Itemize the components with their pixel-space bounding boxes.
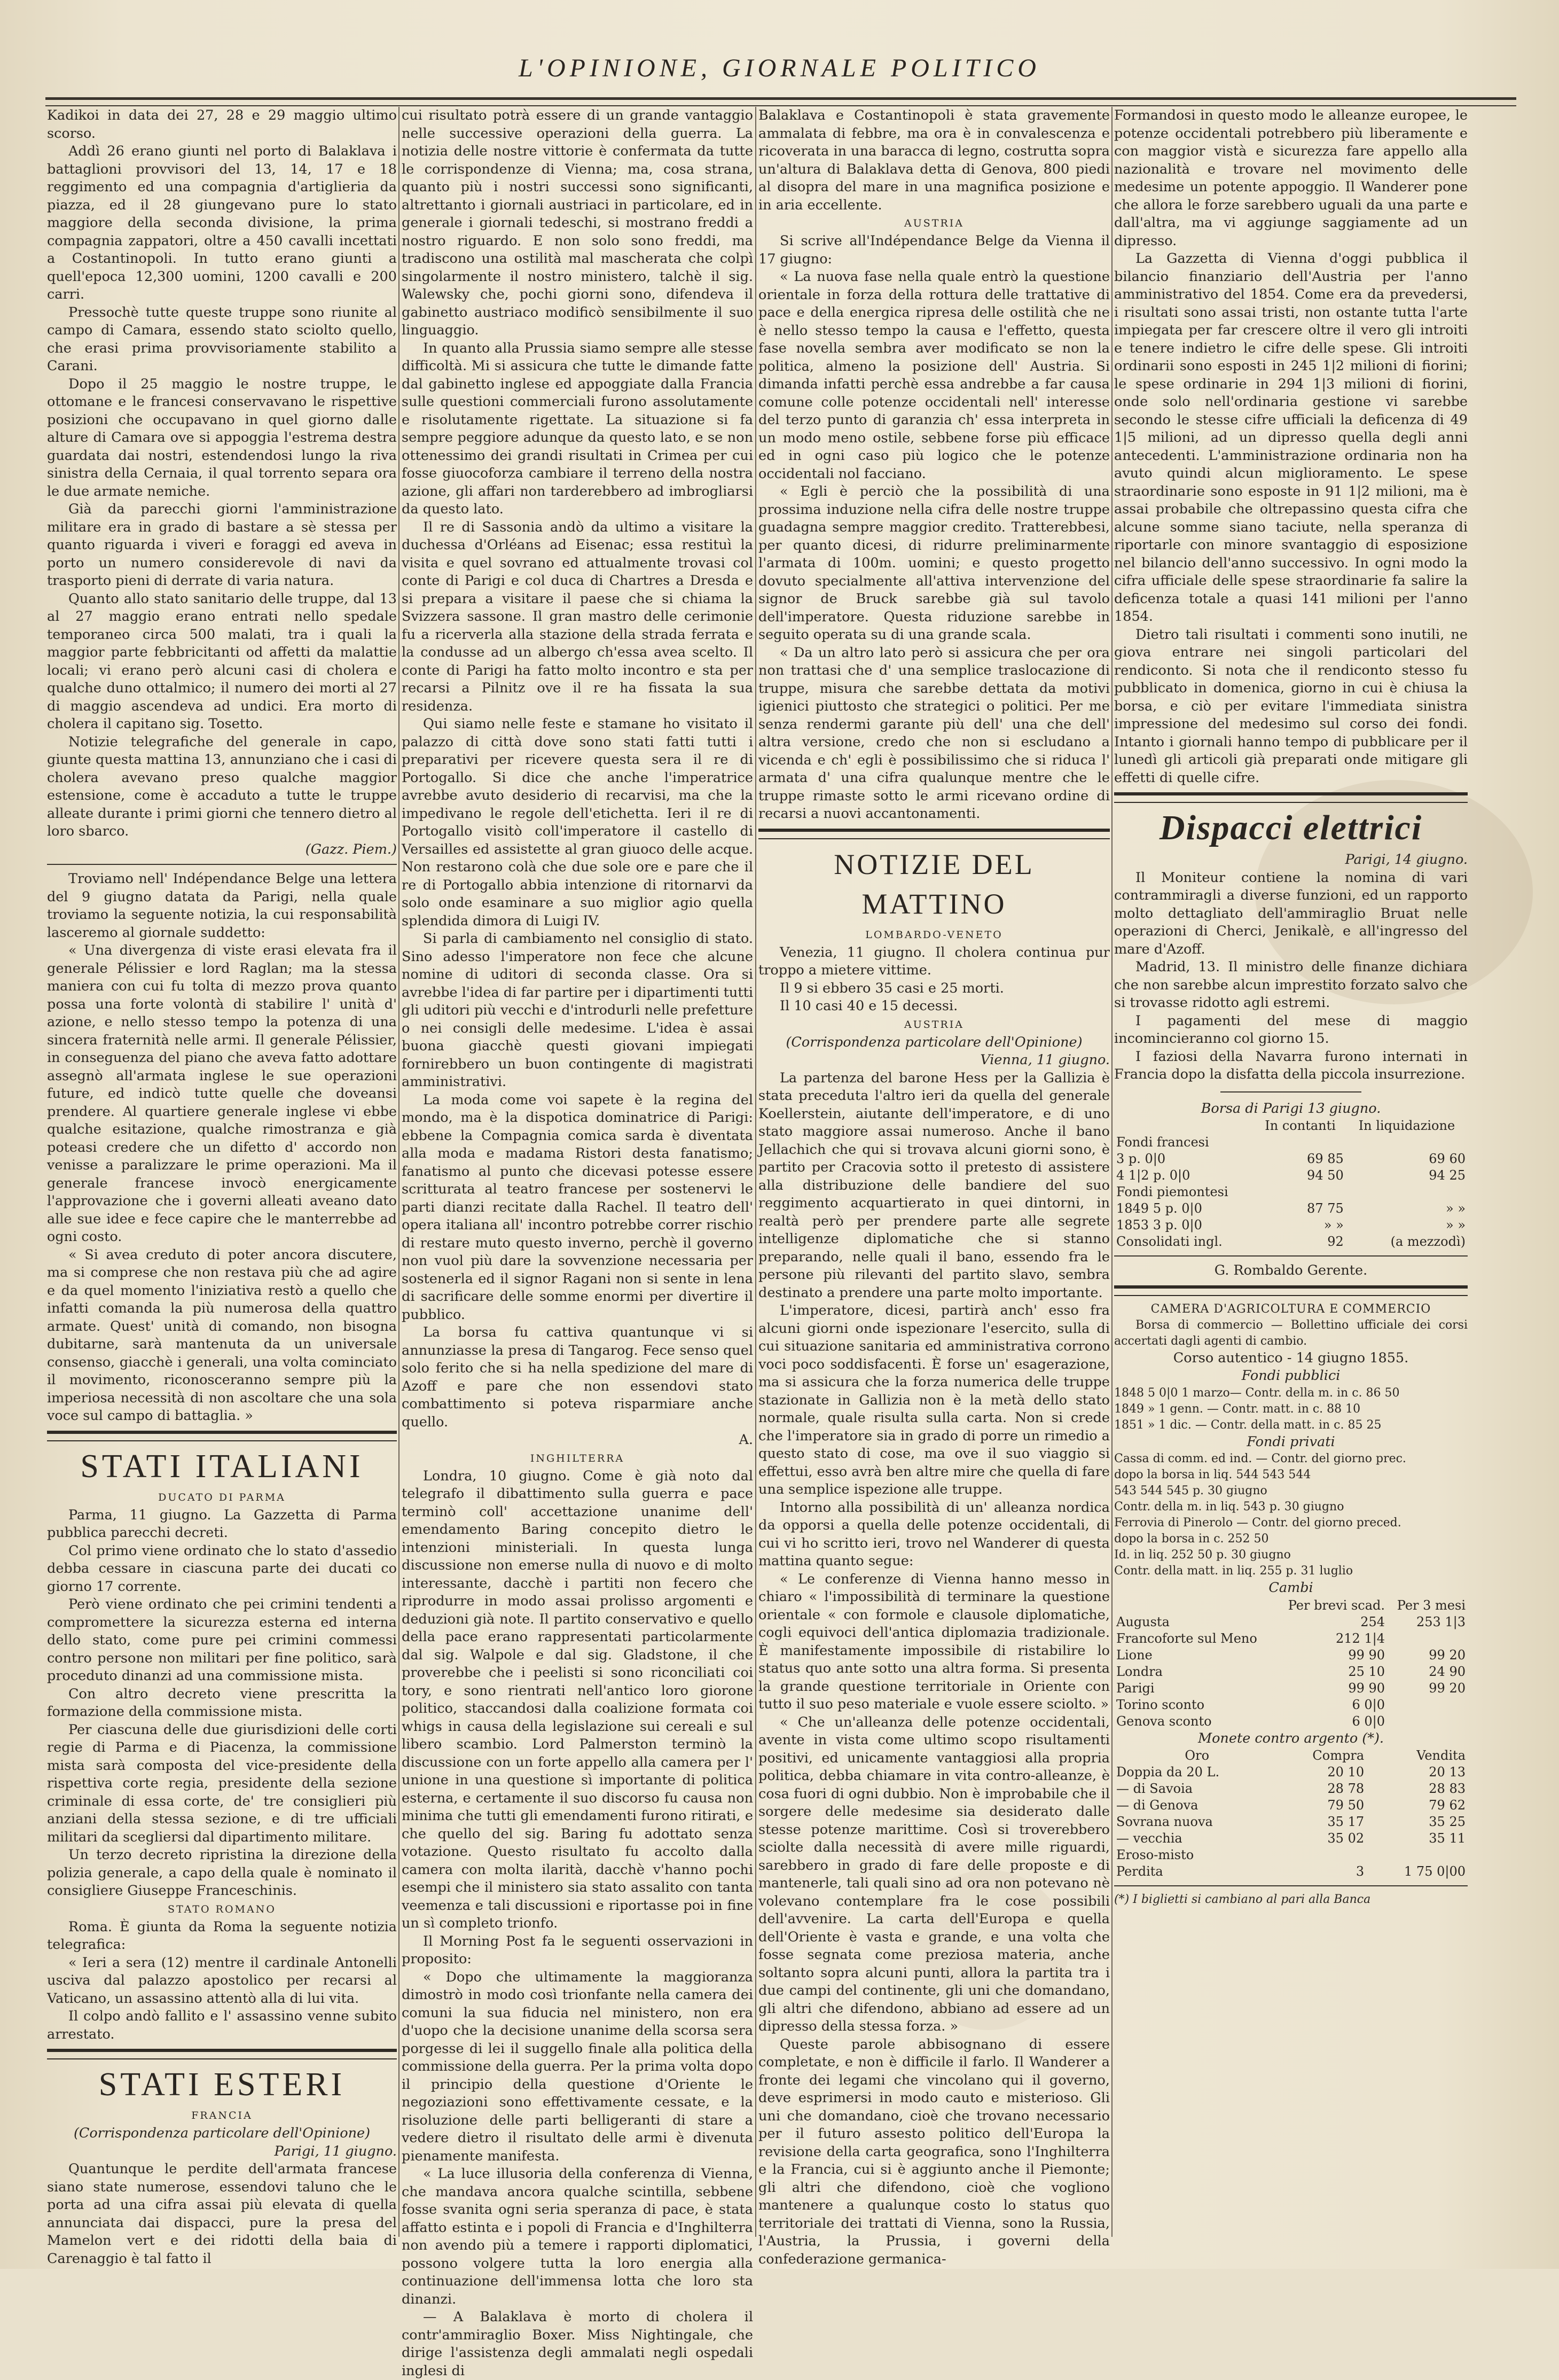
table-cell: 24 90: [1429, 1664, 1466, 1679]
table-cell: (a mezzodì): [1390, 1234, 1466, 1249]
table-cell: [1255, 1134, 1346, 1151]
column-4: [1114, 107, 1468, 2237]
table-cell: Perdita: [1116, 1864, 1163, 1879]
table-cell: Parigi: [1116, 1680, 1155, 1696]
table-row: [1114, 1184, 1468, 1200]
table-cell: Londra: [1116, 1664, 1163, 1679]
section-rule: [47, 2049, 397, 2059]
table-cell: » »: [1323, 1218, 1344, 1232]
table-row: [1114, 1217, 1468, 1234]
article-paragraph: Notizie telegrafiche del generale in capo, giunte questa mattina 13, annunziano che i casi di cholera avevano preso qualche maggior estensione, come è accaduto a tutte le truppe alleate durante i primi giorni che tennero dietro al loro sbarco.: [47, 733, 397, 839]
table-cell: Lione: [1116, 1647, 1153, 1663]
list-item: 543 544 545 p. 30 giugno: [1114, 1484, 1267, 1497]
table-cell: 1 75 0|00: [1404, 1864, 1466, 1879]
table-header: In liquidazione: [1358, 1118, 1455, 1133]
subsection-heading: STATO ROMANO: [168, 1903, 276, 1915]
table-row: [1114, 1134, 1468, 1151]
table-cell: 99 20: [1429, 1680, 1466, 1696]
divider: [47, 864, 397, 865]
article-paragraph: La Gazzetta di Vienna d'oggi pubblica il bilancio finanziario dell'Austria per l'anno amministrativo del 1854. Come era da prevedersi, i risultati sono assai tristi, non ostante tutta l'arte impiegata per far crescere oltre il vero gli introiti e tenere indietro le cifre delle spese. Gli introiti ordinarii sono esposti in 245 1|2 milioni di fiorini; le spese ordinarie in 294 1|3 milioni di fiorini, onde solo nell'ordinaria gestione vi sarebbe secondo le stesse cifre ufficiali la deficenza di 49 1|5 milioni, ad un dipresso quella degli anni antecedenti. L'amministrazione ordinaria non ha avuto quindi alcun miglioramento. Le spese straordinarie sono esposte in 91 1|2 milioni, ma è assai probabile che oltrepassino questa cifra che alcune somme siano taciute, nella speranza di riportarle con minore svantaggio di esposizione nel bilancio dell'anno successivo. In ogni modo la cifra ufficiale delle spese straordinarie fa salire la deficenza totale a quasi 141 milioni per l'anno 1854.: [1114, 251, 1468, 625]
table-cell: 94 25: [1429, 1168, 1466, 1183]
section-rule: [1114, 792, 1468, 803]
column-rule: [1111, 107, 1113, 2237]
table-cell: 94 50: [1307, 1168, 1344, 1183]
list-item: Ferrovia di Pinerolo — Contr. del giorno preced.: [1114, 1516, 1401, 1530]
article-paragraph: In quanto alla Prussia siamo sempre alle stesse difficoltà. Mi si assicura che tutte le dimande fatte dal gabinetto inglese ed appoggiate dalla Francia sulle questioni commerciali furono assolutamente e risolutamente rigettate. La situazione si fa sempre peggiore adunque da questo lato, e se non ottenessimo dei grandi risultati in Crimea per cui fosse giuocoforza cambiare il terreno della nostra azione, gli affari non tarderebbero ad imbrogliarsi da questo lato.: [402, 340, 753, 517]
table-header-row: [1114, 1118, 1468, 1134]
table-cell: Sovrana nuova: [1116, 1814, 1213, 1829]
article-paragraph: Addì 26 erano giunti nel porto di Balaklava i battaglioni provvisori del 13, 14, 17 e 18 reggimento ed una compagnia d'artiglieria da piazza, ed il 28 giungevano pure lo stato maggiore della seconda divisione, la prima compagnia zappatori, oltre a 450 cavalli incettati a Costantinopoli. In tutto erano giunti a quell'epoca 12,300 uomini, 1200 cavalli e 200 carri.: [47, 143, 397, 302]
masthead-title: L'OPINIONE, GIORNALE POLITICO: [519, 54, 1040, 82]
article-paragraph: Il colpo andò fallito e l' assassino venne subito arrestato.: [47, 2008, 397, 2042]
footnote: (*) I biglietti si cambiano al pari alla Banca: [1114, 1893, 1371, 1906]
table-row: [1114, 1797, 1468, 1814]
table-section-heading: Monete contro argento (*).: [1197, 1730, 1384, 1746]
table-row: [1114, 1680, 1468, 1697]
article-paragraph: Roma. È giunta da Roma la seguente notizia telegrafica:: [47, 1918, 397, 1953]
table-cell: Eroso-misto: [1116, 1847, 1194, 1862]
article-paragraph: Il 9 si ebbero 35 casi e 25 morti.: [780, 980, 1004, 996]
table-cell: 87 75: [1307, 1201, 1344, 1216]
table-row: [1114, 1647, 1468, 1664]
article-paragraph: — A Balaklava è morto di cholera il contr'ammiraglio Boxer. Miss Nightingale, che dirige l'assistenza degli ammalati negli ospedali inglesi di: [402, 2309, 753, 2379]
article-paragraph: « La nuova fase nella quale entrò la questione orientale in forza della rottura delle trattative di pace e della energica ripresa delle ostilità che ne è nello stesso tempo la causa e l'effetto, questa fase novella sembra aver modificato se non la politica, almeno la posizione dell' Austria. Si dimanda infatti perchè essa andrebbe a far causa comune colle potenze occidentali nell' interesse del terzo punto di garanzia ch' essa interpreta in un modo meno ostile, sebbene forse più efficace ed in ogni caso più logico che le potenze occidentali nol facciano.: [758, 269, 1110, 482]
list-item: 1849 » 1 genn. — Contr. matt. in c. 88 10: [1114, 1402, 1361, 1416]
table-cell: 92: [1327, 1234, 1344, 1249]
cambi-table: [1114, 1597, 1468, 1730]
table-row: [1114, 1830, 1468, 1847]
column-3: [758, 107, 1110, 2267]
author-signature: A.: [739, 1432, 753, 1448]
article-paragraph: Queste parole abbisognano di essere completate, e non è difficile il farlo. Il Wanderer a fronte dei legami che vincolano qui il governo, deve esprimersi in modo cauto e misterioso. Gli uni che domandano, cioè che trovano necessario per il futuro assesto politico dell'Europa la revisione della carta geografica, sono l'Inghilterra e la Francia, cui si è aggiunto anche il Piemonte; gli altri che difendono, cioè che vogliono mantenere a qualunque costo lo status quo territoriale dei trattati di Vienna, sono la Russia, l'Austria, la Prussia, i governi della confederazione germanica-: [758, 2036, 1110, 2267]
list-item: 1851 » 1 dic. — Contr. della matt. in c. 85 25: [1114, 1418, 1382, 1432]
table-cell: Genova sconto: [1116, 1713, 1212, 1729]
article-paragraph: « Egli è perciò che la possibilità di una prossima induzione nella cifra delle nostre truppe guadagna sempre maggior credito. Tratterebbesi, per quanto dicesi, di ridurre preliminarmente l'armata di 100m. uomini; e questo progetto dovuto specialmente all'attiva intervenzione del signor de Bruck sarebbe già sul tavolo dell'imperatore. Questa riduzione sarebbe in seguito operata su di una grande scala.: [758, 483, 1110, 643]
masthead-rule: [45, 97, 1516, 106]
table-row: [1114, 1697, 1468, 1713]
table-cell: [1280, 1847, 1366, 1863]
table-cell: 1853 3 p. 0|0: [1116, 1218, 1202, 1232]
article-paragraph: Però viene ordinato che pei crimini tendenti a compromettere la sicurezza esterna ed interna dello stato, come pure pei crimini commessi contro persone non militari per fine politico, sarà proceduto dinanzi ad una commissione mista.: [47, 1596, 397, 1684]
article-paragraph: Il 10 casi 40 e 15 decessi.: [780, 998, 958, 1014]
correspondence-line: (Corrispondenza particolare dell'Opinione): [73, 2125, 371, 2141]
article-paragraph: Già da parecchi giorni l'amministrazione militare era in grado di bastare a sè stessa per quanto riguarda i viveri e foraggi ed aveva in porto un numero considerevole di navi da trasporto pieni di derrate di varia natura.: [47, 501, 397, 589]
subsection-heading: AUSTRIA: [904, 1018, 964, 1031]
article-paragraph: Col primo viene ordinato che lo stato d'assedio debba cessare in ciascuna parte dei ducati co giorno 17 corrente.: [47, 1542, 397, 1595]
table-cell: 212 1|4: [1335, 1630, 1385, 1646]
table-row: [1114, 1847, 1468, 1863]
table-cell: » »: [1446, 1201, 1466, 1216]
article-paragraph: Si parla di cambiamento nel consiglio di stato. Sino adesso l'imperatore non fece che alcune nomine di uditori di seconda classe. Ora si avrebbe l'idea di far partire per i dipartimenti tutti gli uditori più vecchi e d'introdurli nelle prefetture o nei consigli delle medesime. L'idea è assai buona giacchè questi giovani impiegati fornirebbero un buon contingente di magistrati amministrativi.: [402, 931, 753, 1090]
table-cell: Augusta: [1116, 1614, 1170, 1629]
article-paragraph: La borsa fu cattiva quantunque vi si annunziasse la presa di Tangarog. Fece senso quel solo ferito che si ha nella spedizione del mare di Azoff e pare che non essendovi stato combattimento si poteva risparmiare anche quello.: [402, 1324, 753, 1430]
table-cell: 6 0|0: [1352, 1697, 1385, 1712]
table-cell: 254: [1360, 1614, 1385, 1629]
article-paragraph: cui risultato potrà essere di un grande vantaggio nelle successive operazioni della guerra. La notizia delle nostre vittorie è confermata da tutte le corrispondenze di Vienna; ma, cosa strana, quanto più i nostri successi sono significanti, altrettanto i giornali austriaci in particolare, ed in generale i giornali tedeschi, si mostrano freddi a nostro riguardo. E non solo sono freddi, ma tradiscono una ostilità mal mascherata che colpì singolarmente il nostro ministero, talchè il sig. Walewsky che, pochi giorni sono, difendeva il gabinetto austriaco modificò sensibilmente il suo linguaggio.: [402, 107, 753, 338]
list-item: 1848 5 0|0 1 marzo— Contr. della m. in c. 86 50: [1114, 1386, 1400, 1400]
table-cell: 1849 5 p. 0|0: [1116, 1201, 1202, 1216]
article-paragraph: Con altro decreto viene prescritta la formazione della commissione mista.: [47, 1685, 397, 1720]
table-cell: 99 90: [1348, 1680, 1385, 1696]
table-row: [1114, 1167, 1468, 1184]
article-paragraph: I faziosi della Navarra furono internati in Francia dopo la disfatta della piccola insurrezione.: [1114, 1048, 1468, 1082]
list-item: Contr. della matt. in liq. 255 p. 31 luglio: [1114, 1564, 1353, 1578]
table-cell: 79 50: [1327, 1798, 1365, 1813]
table-cell: [1346, 1184, 1468, 1200]
column-rule: [755, 107, 756, 2237]
table-header-row: [1114, 1597, 1468, 1614]
article-paragraph: Dietro tali risultati i commenti sono inutili, ne giova entrare nei singoli particolari del rendiconto. Si nota che il rendiconto stesso fu pubblicato in domenica, giorno in cui è chiusa la borsa, e ciò per evitare l'immediata sinistra impressione del medesimo sul corso dei fondi. Intanto i giornali hanno tempo di pubblicare per il lunedì gli articoli già preparati onde mitigare gli effetti di quelle cifre.: [1114, 626, 1468, 786]
table-cell: — vecchia: [1116, 1831, 1182, 1846]
article-paragraph: « Che un'alleanza delle potenze occidentali, avente in vista come ultimo scopo risultamenti positivi, ed unicamente vantaggiosi alla propria politica, debba chiamare in vita contro-alleanze, è cosa fuori di ogni dubbio. Non è improbabile che il sorgere delle medesime sia desiderato dalle stesse potenze marittime. Così si troverebbero sciolte dalla necessità di avere mille riguardi, sarebbero in grado di fare delle proposte e di mantenerle, tali quali sino ad ora non potevano nè volevano contemplare fra le cose possibili dell'avvenire. La carta dell'Europa e quella dell'Oriente è vasta e grande, e una volta che fosse segnata come preziosa materia, anche soltanto sopra alcuni punti, allora la partita tra i due campi del continente, gli uni che domandano, gli altri che difendono, abbiano ad essere ad un dipresso della stessa forza. »: [758, 1714, 1110, 2034]
camera-heading: CAMERA D'AGRICOLTURA E COMMERCIO: [1150, 1302, 1431, 1316]
dateline: Vienna, 11 giugno.: [980, 1052, 1110, 1068]
column-1: [47, 107, 397, 2267]
table-cell: 4 1|2 p. 0|0: [1116, 1168, 1190, 1183]
article-paragraph: Troviamo nell' Indépendance Belge una lettera del 9 giugno datata da Parigi, nella quale troviamo la seguente notizia, la cui responsabilità lasceremo al giornale suddetto:: [47, 871, 397, 941]
article-paragraph: « Una divergenza di viste erasi elevata fra il generale Pélissier e lord Raglan; ma la stessa maniera con cui fu tolta di mezzo prova quanto possa una forte volontà di stabilire l' unità d' azione, e nello stesso tempo la potenza di una sincera fraternità nelle armi. Il generale Pélissier, in conseguenza del piano che aveva fatto adottare assegnò all'armata inglese le sue operazioni future, ed indicò tutte quelle che doveansi prendere. Al quartiere generale inglese vi ebbe qualche esitazione, qualche rimostranza e già poteasi credere che un difetto d' accordo non venisse a paralizzare le prime operazioni. Ma il generale francese invocò energicamente l'approvazione che i governi alleati aveano dato alle sue idee e fece capire che le manterrebbe ad ogni costo.: [47, 942, 397, 1245]
divider: [1114, 1885, 1468, 1886]
table-row: [1114, 1234, 1468, 1250]
table-cell: — di Savoia: [1116, 1781, 1193, 1796]
table-cell: 20 10: [1327, 1765, 1365, 1780]
table-header: In contanti: [1265, 1118, 1336, 1133]
list-item: dopo la borsa in liq. 544 543 544: [1114, 1468, 1311, 1481]
table-header-row: [1114, 1747, 1468, 1764]
borsa-table: [1114, 1118, 1468, 1250]
list-item: Cassa di comm. ed ind. — Contr. del giorno prec.: [1114, 1452, 1406, 1465]
table-cell: [1387, 1713, 1468, 1730]
table-cell: » »: [1446, 1218, 1466, 1232]
table-cell: 6 0|0: [1352, 1713, 1385, 1729]
article-paragraph: Il Morning Post fa le seguenti osservazioni in proposito:: [402, 1933, 753, 1967]
article-paragraph: Kadikoi in data dei 27, 28 e 29 maggio ultimo scorso.: [47, 107, 397, 142]
table-header: Vendita: [1416, 1748, 1466, 1763]
table-row: [1114, 1200, 1468, 1217]
table-cell: 99 90: [1348, 1647, 1385, 1663]
article-paragraph: La partenza del barone Hess per la Gallizia è stata preceduta l'altro ieri da quella del generale Koellerstein, aiutante dell'imperatore, e di uno stato maggiore assai numeroso. Anche il bano Jellachich che qui si trovava alcuni giorni sono, è partito per Cracovia sotto il pretesto di assistere alla distribuzione delle bandiere del suo reggimento acquartierato in quei dintorni, in realtà però per prendere parte alle segrete intelligenze diplomatiche che si stanno preparando, nelle quali il bano, essendo fra le persone più rilevanti del partito slavo, sembra destinato a prendere una parte molto importante.: [758, 1070, 1110, 1301]
article-paragraph: La moda come voi sapete è la regina del mondo, ma è la dispotica dominatrice di Parigi: ebbene la Compagnia comica sarda è diventata alla moda e madama Ristori desta fanatismo; fanatismo al punto che dicevasi potesse essere scritturata al teatro francese per sostenervi le parti dianzi recitate dalla Rachel. Il teatro dell' opera italiana all' incontro potrebbe correr rischio di restare muto questo inverno, perchè il governo non vuol più dare la sovvenzione necessaria per sostenerla ed il signor Ragani non si sente in lena di sacrificare delle somme enormi per divertire il pubblico.: [402, 1091, 753, 1323]
article-paragraph: Parma, 11 giugno. La Gazzetta di Parma pubblica parecchi decreti.: [47, 1507, 397, 1541]
table-cell: [1387, 1630, 1468, 1647]
table-cell: Fondi francesi: [1116, 1135, 1209, 1150]
table-cell: 79 62: [1429, 1798, 1466, 1813]
source-signature: (Gazz. Piem.): [305, 841, 397, 857]
subsection-heading: LOMBARDO-VENETO: [865, 928, 1003, 941]
article-paragraph: « Si avea creduto di poter ancora discutere, ma si comprese che non restava più che ad agire e da quel momento l'iniziativa restò a quello che infatti comanda la più numerosa della quattro armate. Quest' unità di comando, non bisogna dubitarne, sarà mantenuta da un universale consenso, giacchè i generali, una volta cominciato il movimento, riconosceranno sempre più la imperiosa necessità di non ascoltare che una sola voce sul campo di battaglia. »: [47, 1246, 397, 1424]
fondi-pubblici-list: [1114, 1385, 1468, 1433]
gerente-line: G. Rombaldo Gerente.: [1214, 1262, 1368, 1278]
table-cell: 35 25: [1429, 1814, 1466, 1829]
table-cell: [1346, 1134, 1468, 1151]
section-rule: [47, 1431, 397, 1441]
article-paragraph: Pressochè tutte queste truppe sono riunite al campo di Camara, essendo stato sciolto quello, che erasi prima provvisoriamente stabilito a Carani.: [47, 304, 397, 374]
article-paragraph: « La luce illusoria della conferenza di Vienna, che mandava ancora qualche scintilla, sebbene fosse svanita ogni seria speranza di pace, è stata affatto estinta e i popoli di Francia e d'Inghilterra non avendo più a temere i rapporti diplomatici, possono volgere tutta la loro energia alla continuazione dell'immensa lotta che loro sta dinanzi.: [402, 2166, 753, 2307]
table-cell: [1366, 1847, 1468, 1863]
divider: [1220, 1091, 1362, 1093]
table-row: [1114, 1863, 1468, 1880]
article-paragraph: « Le conferenze di Vienna hanno messo in chiaro « l'impossibilità di terminare la questione orientale « con formole e clausole diplomatiche, cogli equivoci dell'antica diplomazia tradizionale. È manifestamente impossibile di ristabilire lo status quo ante sotto una altra forma. Si presenta la grande questione territoriale in Oriente con tutto il suo peso materiale e vuole essere sciolto. »: [758, 1571, 1110, 1712]
section-rule: [1114, 1285, 1468, 1296]
table-row: [1114, 1614, 1468, 1630]
list-item: Id. in liq. 252 50 p. 30 giugno: [1114, 1548, 1291, 1562]
table-cell: 28 83: [1429, 1781, 1466, 1796]
article-paragraph: « Dopo che ultimamente la maggioranza dimostrò in modo così trionfante nella camera dei comuni la sua fiducia nel ministero, non era d'uopo che la decisione unanime della scorsa sera porgesse di lei il suggello finale alla politica della commissione della guerra. Per la prima volta dopo il principio della questione d'Oriente le negoziazioni sono effettivamente cessate, e la risoluzione delle parti belligeranti di stare a vedere dietro il risultato delle armi è divenuta pienamente manifesta.: [402, 1969, 753, 2164]
table-row: [1114, 1764, 1468, 1781]
table-cell: 3 p. 0|0: [1116, 1151, 1166, 1166]
section-rule: [758, 829, 1110, 839]
article-paragraph: Dopo il 25 maggio le nostre truppe, le ottomane e le francesi conservavano le rispettive posizioni che occupavano in quel giorno dalle alture di Camara ove si appoggia l'estrema destra guardata dai nostri, estendendosi lungo la riva sinistra della Cernaia, il qual torrento separa ora le due armate nemiche.: [47, 376, 397, 500]
table-cell: Consolidati ingl.: [1116, 1234, 1223, 1249]
article-paragraph: Qui siamo nelle feste e stamane ho visitato il palazzo di città dove sono stati fatti tutti i preparativi per ricevere questa sera il re di Portogallo. Si dice che anche l'imperatrice avrebbe avuto desiderio di recarvisi, ma che la impedivano le regole dell'etichetta. Ieri il re di Portogallo visitò coll'imperatore il castello di Versailles ed assistette al gran giuoco delle acque. Non restarono colà che due sole ore e pare che il re di Portogallo abbia intenzione di ritornarvi da solo onde esaminare a suo miglior agio quella splendida dimora di Luigi IV.: [402, 716, 753, 929]
table-cell: Francoforte sul Meno: [1116, 1630, 1257, 1646]
article-paragraph: Intorno alla possibilità di un' alleanza nordica da opporsi a quella delle potenze occidentali, di cui vi ho scritto ieri, trovo nel Wanderer di questa mattina quanto segue:: [758, 1499, 1110, 1569]
article-paragraph: Balaklava e Costantinopoli è stata gravemente ammalata di febbre, ma ora è in convalescenza e ricoverata in una baracca di legno, costrutta sopra un'altura di Balaklava detta di Genova, 800 piedi al disopra del mare in una magnifica posizione e in aria eccellente.: [758, 107, 1110, 213]
table-section-heading: Fondi pubblici: [1241, 1368, 1341, 1384]
list-item: Contr. della m. in liq. 543 p. 30 giugno: [1114, 1500, 1344, 1513]
table-cell: 35 17: [1327, 1814, 1365, 1829]
article-paragraph: Il Moniteur contiene la nomina di vari contrammiragli a diverse funzioni, ed un rapporto molto dettagliato dell'ammiraglio Bruat nelle operazioni di Cherci, Jenikalè, e all'ingresso del mare d'Azoff.: [1114, 869, 1468, 957]
monete-table: [1114, 1747, 1468, 1880]
table-cell: [1255, 1184, 1346, 1200]
list-item: dopo la borsa in c. 252 50: [1114, 1532, 1269, 1546]
bollettino-text: Borsa di commercio — Bollettino ufficiale dei corsi accertati dagli agenti di cambio.: [1114, 1318, 1468, 1348]
table-cell: Torino sconto: [1116, 1697, 1205, 1712]
article-paragraph: Un terzo decreto ripristina la direzione della polizia generale, a capo della quale è nominato il consigliere Giuseppe Franceschinis.: [47, 1847, 397, 1899]
table-cell: 25 10: [1348, 1664, 1385, 1679]
table-section-heading: Fondi privati: [1247, 1433, 1335, 1450]
subsection-heading: FRANCIA: [191, 2110, 253, 2121]
table-row: [1114, 1781, 1468, 1797]
table-cell: 253 1|3: [1416, 1614, 1466, 1629]
article-paragraph: « Ieri a sera (12) mentre il cardinale Antonelli usciva dal palazzo apostolico per recarsi al Vaticano, un assassino attentò alla di lui vita.: [47, 1954, 397, 2007]
column-rule: [398, 107, 399, 2237]
table-cell: 20 13: [1429, 1765, 1466, 1780]
article-paragraph: Il re di Sassonia andò da ultimo a visitare la duchessa d'Orléans ad Eisenac; essa restituì la visita e quel sovrano ed attualmente trovasi col conte di Parigi e col duca di Chartres a Dresda e si prepara a visitare il paese che si chiama la Svizzera sassone. Il gran mastro delle cerimonie fu a ricerverla alla stazione della strada ferrata e la condusse ad un albergo ch'essa avea scelto. Il conte di Parigi ha fatto molto incontro e sta per recarsi a Pilnitz ove il re ha fissata la sua residenza.: [402, 519, 753, 714]
corso-line: Corso autentico - 14 giugno 1855.: [1173, 1349, 1409, 1366]
table-row: [1114, 1814, 1468, 1830]
table-header: Per brevi scad.: [1288, 1597, 1385, 1613]
table-cell: [1387, 1697, 1468, 1713]
section-title: STATI ITALIANI: [80, 1448, 364, 1485]
table-cell: 35 11: [1429, 1831, 1466, 1846]
table-header: Oro: [1185, 1748, 1210, 1763]
article-paragraph: Madrid, 13. Il ministro delle finanze dichiara che non sarebbe alcun imprestito forzato salvo che si trovasse ridotto agli estremi.: [1114, 959, 1468, 1011]
section-title: NOTIZIE DEL MATTINO: [834, 848, 1035, 920]
fondi-privati-list: [1114, 1451, 1468, 1579]
article-paragraph: Si scrive all'Indépendance Belge da Vienna il 17 giugno:: [758, 233, 1110, 267]
table-row: [1114, 1630, 1468, 1647]
table-cell: Doppia da 20 L.: [1116, 1765, 1220, 1780]
table-row: [1114, 1151, 1468, 1167]
column-2: [402, 107, 753, 2379]
subsection-heading: DUCATO DI PARMA: [158, 1491, 286, 1503]
table-cell: 3: [1356, 1864, 1365, 1879]
article-paragraph: L'imperatore, dicesi, partirà anch' esso fra alcuni giorni onde ispezionare l'esercito, sulla di cui situazione sanitaria ed amministrativa corrono voci poco soddisfacenti. È forse un' esagerazione, ma si assicura che la forza numerica delle truppe stazionate in Gallizia non è la metà dello stato normale, quale risulta sulla carta. Non si crede che l'imperatore sia in grado di porre un rimedio a questo stato di cose, ma ove il suo viaggio si effettui, esso avrà ben altre mire che quella di fare una semplice ispezione alle truppe.: [758, 1302, 1110, 1497]
table-cell: — di Genova: [1116, 1798, 1198, 1813]
table-section-heading: Cambi: [1268, 1580, 1313, 1596]
article-paragraph: Formandosi in questo modo le alleanze europee, le potenze occidentali potrebbero più liberamente e con maggior vistà e sicurezza fare appello alla nazionalità e trovare nel movimento delle medesime un potente appoggio. Il Wanderer pone che allora le forze sarebbero uguali da una parte e dall'altra, ma vi aggiunge saggiamente ad un dipresso.: [1114, 107, 1468, 249]
dateline: Parigi, 14 giugno.: [1345, 852, 1468, 868]
subsection-heading: AUSTRIA: [904, 217, 964, 229]
subsection-heading: INGHILTERRA: [530, 1452, 625, 1464]
table-cell: 28 78: [1327, 1781, 1365, 1796]
correspondence-line: (Corrispondenza particolare dell'Opinione): [786, 1034, 1083, 1050]
article-paragraph: Per ciascuna delle due giurisdizioni delle corti regie di Parma e di Piacenza, la commissione mista sarà composta del vice-presidente della rispettiva corte regia, presidente della sezione criminale di essa corte, de' tre consiglieri più anziani della stessa sezione, e di tre ufficiali militari da scegliersi dal dipartimento militare.: [47, 1721, 397, 1845]
borsa-title: Borsa di Parigi 13 giugno.: [1201, 1100, 1381, 1117]
table-cell: 69 85: [1307, 1151, 1344, 1166]
article-paragraph: Venezia, 11 giugno. Il cholera continua pur troppo a mietere vittime.: [758, 944, 1110, 978]
dateline: Parigi, 11 giugno.: [274, 2143, 397, 2159]
masthead: [43, 53, 1516, 91]
table-row: [1114, 1664, 1468, 1680]
article-paragraph: Londra, 10 giugno. Come è già noto dal telegrafo il dibattimento sulla guerra e pace terminò coll' accettazione unanime dell' emendamento Baring concepito dietro le intenzioni ministeriali. In questa lunga discussione non emerse nulla di nuovo e di molto interessante, dacchè i partiti non fecero che riprodurre in modo assai prolisso argomenti e deduzioni già note. Il partito conservativo e quello della pace erano rappresentati particolarmente dal sig. Walpole e dal sig. Gladstone, il che proverebbe che i peelisti si sono riconciliati coi tory, e sono rientrati nell'antico loro giorone politico, staccandosi dalla coalizione formata coi whigs in causa della legislazione sui cereali e sul libero scambio. Lord Palmerston terminò la discussione con un forte appello alla camera per l' unione in una questione sì importante di politica esterna, e certamente il suo discorso fu causa non minima che tutti gli emendamenti furono ritirati, e che quello del sig. Baring fu adottato senza votazione. Questo risultato fu accolto dalla camera con molta ilarità, dacchè v'hanno pochi esempi che il ministero sia stato assalito con tanta veemenza e tali discussioni e riportasse poi in fine un sì completo trionfo.: [402, 1468, 753, 1931]
table-row: [1114, 1713, 1468, 1730]
article-paragraph: I pagamenti del mese di maggio incomincieranno col giorno 15.: [1114, 1012, 1468, 1047]
article-paragraph: Quanto allo stato sanitario delle truppe, dal 13 al 27 maggio erano entrati nello spedale temporaneo circa 500 malati, tra i quali la maggior parte febbricitanti od affetti da malattie locali; vi erano però alcuni casi di cholera e qualche duno ottalmico; il numero dei morti al 27 di maggio ascendeva ad undici. Era morto di cholera il capitano sig. Tosetto.: [47, 590, 397, 732]
section-title: Dispacci elettrici: [1159, 808, 1423, 847]
table-cell: 99 20: [1429, 1647, 1466, 1663]
article-paragraph: Quantunque le perdite dell'armata francese siano state numerose, essendovi taluno che le porta ad una cifra assai più elevata di quella annunciata dai dispacci, pure la presa del Mamelon vert e dei ridotti della baia di Carenaggio è tal fatto il: [47, 2161, 397, 2267]
table-header: Per 3 mesi: [1397, 1597, 1466, 1613]
section-title: STATI ESTERI: [98, 2066, 346, 2103]
table-header: Compra: [1312, 1748, 1365, 1763]
table-cell: 69 60: [1429, 1151, 1466, 1166]
table-cell: 35 02: [1327, 1831, 1365, 1846]
article-paragraph: « Da un altro lato però si assicura che per ora non trattasi che d' una semplice traslocazione di truppe, misura che sarebbe dettata da motivi igienici piuttosto che strategici o politici. Per me senza rendermi garante più dell' una che dell' altra versione, credo che non si escludano a vicenda e ch' egli è possibilissimo che si riduca l' armata d' una cifra qualunque mentre che le truppe rimaste sotto le armi ricevano ordine di recarsi a nuovi accantonamenti.: [758, 644, 1110, 822]
divider: [1114, 1255, 1468, 1257]
table-cell: Fondi piemontesi: [1116, 1184, 1228, 1199]
